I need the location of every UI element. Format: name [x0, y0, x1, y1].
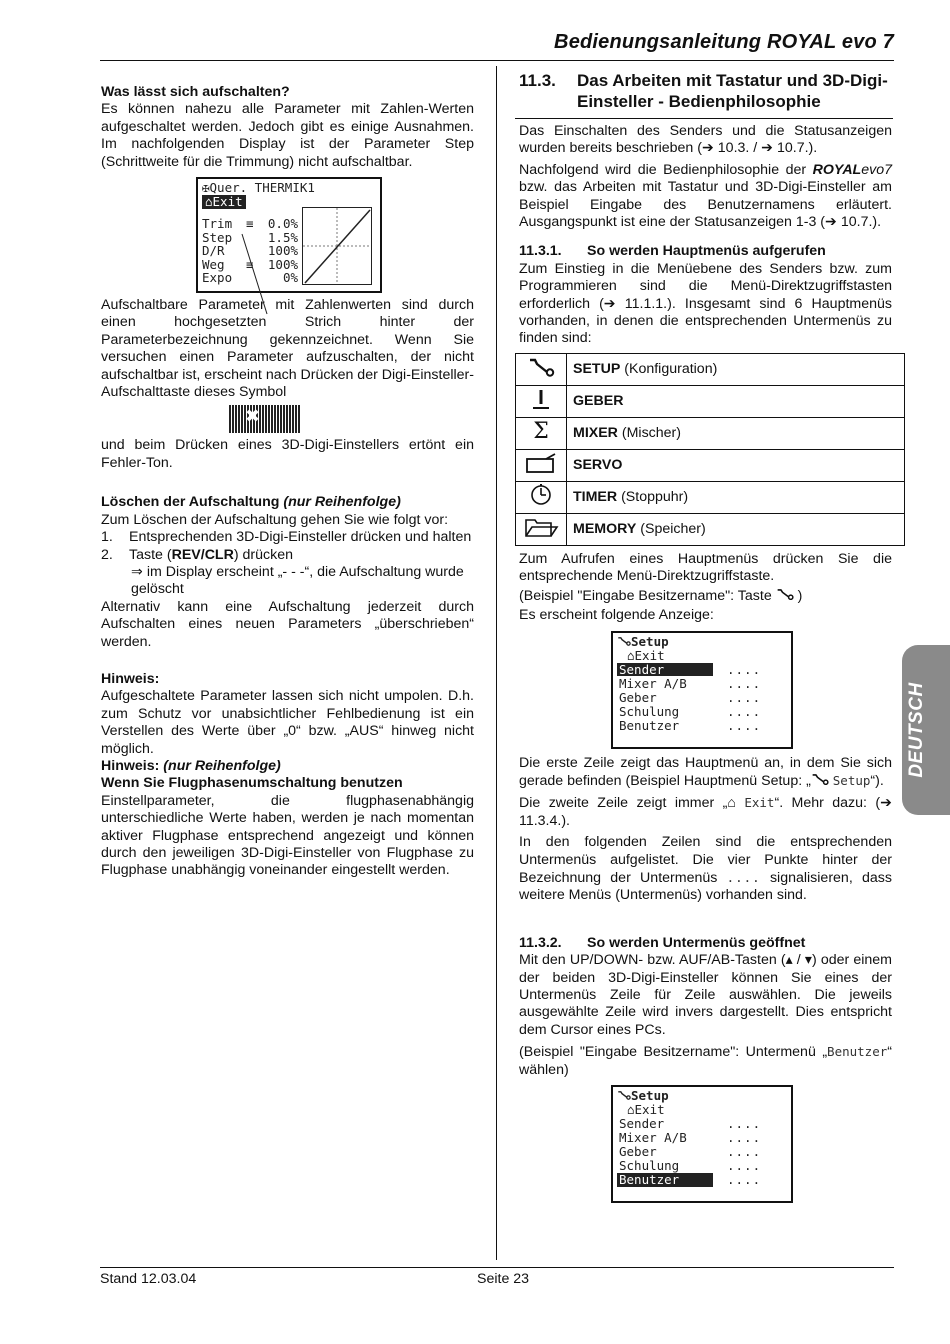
section-heading: Löschen der Aufschaltung: [101, 494, 280, 511]
cross-icon: ✖: [245, 406, 261, 428]
lcd-dots: ....: [727, 1158, 762, 1173]
sigma-icon: Σ: [516, 417, 567, 449]
paragraph: Zum Einstieg in die Menüebene des Senders bzw. zum Programmieren sind die Menü-Direktzugriffstasten erforderlich (➔ 11.1.1.). Insgesamt sind 6 Hauptmenüs vorhanden, in denen die entsprechenden Untermenüs zu finden sind:: [519, 260, 892, 347]
servo-icon: [516, 449, 567, 481]
lcd-menu-item: Schulung ....: [619, 1158, 762, 1173]
menu-row: [516, 449, 905, 481]
lcd-param-value: 1.5%: [267, 229, 298, 245]
paragraph: (Beispiel "Eingabe Besitzername": Untermenü „Benutzer“ wählen): [519, 1044, 892, 1078]
section-heading-note: (nur Reihenfolge): [163, 757, 281, 774]
menu-label: MEMORY (Speicher): [567, 513, 905, 545]
lcd-exit-label: Exit: [212, 194, 243, 210]
lcd-title: Quer. THERMIK1: [209, 180, 315, 196]
paragraph: Einstellparameter, die flugphasenabhängig unterschiedliche Werte haben, werden je nach momentan aktiver Flugphase entsprechend angezeigt und können durch den jeweiligen 3D-Digi-Einsteller von Flugphase zu Flugphase unabhängig voneinander eingestellt werden.: [101, 792, 474, 879]
footer-page-number: Seite 23: [477, 1271, 530, 1287]
lcd-exit-row: ⌂Exit: [627, 1102, 665, 1117]
lcd-dots: ....: [727, 661, 762, 677]
left-column: [101, 84, 474, 880]
exit-icon: ⌂: [627, 1102, 635, 1117]
lcd-param-mark: ≡: [246, 256, 254, 272]
lcd-menu-item: Mixer A/B ....: [619, 675, 762, 691]
paragraph: und beim Drücken eines 3D-Digi-Einstellers ertönt ein Fehler-Ton.: [101, 437, 474, 471]
section-heading-note: (nur Reihenfolge): [283, 494, 401, 511]
lcd-menu-item: Geber ....: [619, 1144, 762, 1159]
menu-label: SETUP (Konfiguration): [567, 353, 905, 385]
footer-rule: [100, 1267, 894, 1268]
paragraph: Zum Löschen der Aufschaltung gehen Sie wie folgt vor:: [101, 511, 449, 528]
main-menu-table: [515, 353, 905, 546]
menu-label: MIXER (Mischer): [567, 417, 905, 449]
lcd-param-mark: ≡: [246, 216, 254, 232]
paragraph: Die erste Zeile zeigt das Hauptmenü an, in dem Sie sich gerade befinden (Beispiel Hauptmenü Setup: „ Setup“).: [519, 754, 892, 789]
page-header-title: Bedienungsanleitung ROYAL evo 7: [554, 31, 894, 53]
paragraph: Aufgeschaltete Parameter lassen sich nicht umpolen. D.h. zum Schutz vor unabsichtlicher Fehlbedienung ist ein Verstellen des Werte über „0“ bzw. „AUS“ hinweg nicht möglich.: [101, 688, 474, 757]
lcd-param-label: Trim: [202, 216, 233, 232]
lcd-dots: ....: [727, 1116, 762, 1131]
menu-row: [516, 513, 905, 545]
lcd-dots: ....: [727, 703, 762, 719]
lcd-line-1: [202, 181, 315, 195]
paragraph: Nachfolgend wird die Bedienphilosophie der ROYALevo7 bzw. das Arbeiten mit Tastatur und 3D-Digi-Einsteller am Beispiel Eingabe des Benutzernamens erläutert. Ausgangspunkt ist eine der Statusanzeigen 1-3 (➔ 10.7.).: [519, 161, 892, 231]
lcd-title-row: Setup: [617, 635, 669, 649]
chapter-heading: 11.3. Das Arbeiten mit Tastatur und 3D-Digi-Einsteller - Bedienphilosophie: [519, 71, 888, 111]
paragraph: In den folgenden Zeilen sind die entsprechenden Untermenüs aufgelistet. Die vier Punkte hinter der Bezeichnung der Untermenüs .... signalisieren, dass weitere Menüs (Untermenüs) vorhanden sind.: [519, 834, 892, 904]
menu-row: [516, 417, 905, 449]
lcd-menu-item: Benutzer ....: [619, 717, 762, 733]
lcd-dots: ....: [727, 1172, 762, 1187]
error-symbol: [229, 405, 301, 433]
lcd-title-row: Setup: [617, 1089, 669, 1103]
wrench-icon: [811, 773, 829, 789]
exit-icon: ⌂: [727, 795, 736, 812]
lcd-curve-graph: [302, 207, 372, 285]
paragraph: Zum Aufrufen eines Hauptmenüs drücken Sie die entsprechende Menü-Direktzugriffstaste.: [519, 550, 892, 585]
clock-icon: [516, 481, 567, 513]
lcd-menu-item: Sender ....: [619, 1116, 762, 1131]
right-column: [519, 70, 892, 1203]
lcd-menu-item: Sender ....: [619, 661, 762, 677]
lcd-param-value: 0%: [282, 270, 298, 286]
paragraph: Es erscheint folgende Anzeige:: [519, 607, 714, 624]
stick-icon: [516, 385, 567, 417]
lcd-menu-item: Geber ....: [619, 689, 762, 705]
lcd-exit-row: ⌂Exit: [627, 647, 665, 663]
lcd-display-quer: [196, 177, 382, 293]
lcd-param-value: 100%: [267, 256, 298, 272]
column-divider: [496, 66, 497, 1260]
lcd-exit-row: [202, 195, 246, 209]
paragraph: Die zweite Zeile zeigt immer „⌂ Exit“. Mehr dazu: (➔ 11.3.4.).: [519, 795, 892, 829]
paragraph: Es können nahezu alle Parameter mit Zahlen-Werten aufgeschaltet werden. Jedoch gibt es einige Ausnahmen. Im nachfolgenden Display ist der Parameter Step (Schrittweite für die Trimmung) nicht aufschaltbar.: [101, 101, 474, 170]
sub-heading: Wenn Sie Flugphasenumschaltung benutzen: [101, 775, 403, 792]
folder-icon: [516, 513, 567, 545]
language-tab: [902, 645, 950, 815]
paragraph: Mit den UP/DOWN- bzw. AUF/AB-Tasten (▴ / ▾) oder einem der beiden 3D-Digi-Einsteller können Sie eines der Untermenüs Zeile für Zeile auswählen. Die jeweils ausgewählte Zeile wird invers dargestellt. Dies entspricht dem Cursor eines PCs.: [519, 952, 892, 1038]
list-item: 2. Taste (REV/CLR) drücken: [101, 546, 293, 563]
menu-label: TIMER (Stoppuhr): [567, 481, 905, 513]
paragraph: Aufschaltbare Parameter mit Zahlenwerten sind durch einen hochgesetzten Strich hinter der Parameterbezeichnung gekennzeichnet. Wenn Sie versuchen einen Parameter aufzuschalten, der nicht aufschaltbar ist, erscheint nach Drücken der Digi-Einsteller-Aufschalttaste dieses Symbol: [101, 297, 474, 401]
paragraph: Das Einschalten des Senders und die Statusanzeigen wurden bereits beschrieben (➔ 10.3. / ➔ 10.7.).: [519, 123, 892, 157]
exit-icon: ⌂: [205, 194, 213, 210]
paragraph: (Beispiel "Eingabe Besitzername": Taste ): [519, 587, 803, 604]
language-tab-label: DEUTSCH: [906, 682, 928, 778]
lcd-dots: ....: [727, 1130, 762, 1145]
lcd-menu-item: Schulung ....: [619, 703, 762, 719]
paragraph: Alternativ kann eine Aufschaltung jederzeit durch Aufschalten eines neuen Parameters „überschrieben“ werden.: [101, 598, 474, 650]
section-heading: 11.3.1. So werden Hauptmenüs aufgerufen: [519, 243, 826, 260]
lcd-display-setup-benutzer: [611, 1085, 793, 1203]
lcd-param-row: [202, 217, 298, 231]
list-item: 1. Entsprechenden 3D-Digi-Einsteller drücken und halten: [101, 529, 472, 546]
lcd-dots: ....: [727, 689, 762, 705]
lcd-dots: ....: [727, 717, 762, 733]
lcd-param-label: Step: [202, 229, 233, 245]
stick-icon: ✠: [202, 180, 210, 196]
lcd-param-value: 100%: [267, 243, 298, 259]
exit-icon: ⌂: [627, 647, 635, 663]
lcd-menu-item: Mixer A/B ....: [619, 1130, 762, 1145]
lcd-dots: ....: [727, 1144, 762, 1159]
menu-row: [516, 481, 905, 513]
steps-list: [101, 529, 474, 564]
menu-row: [516, 385, 905, 417]
wrench-icon: [776, 588, 794, 604]
section-heading: Was lässt sich aufschalten?: [101, 84, 290, 100]
menu-label: SERVO: [567, 449, 905, 481]
menu-row: [516, 353, 905, 385]
pointer-line: [241, 232, 271, 316]
lcd-param-label: D/R: [202, 243, 225, 259]
heading-rule: [515, 118, 893, 119]
section-heading: 11.3.2. So werden Untermenüs geöffnet: [519, 934, 806, 951]
wrench-icon: [516, 353, 567, 385]
footer-date: Stand 12.03.04: [100, 1271, 197, 1287]
lcd-param-value: 0.0%: [267, 216, 298, 232]
section-heading: Hinweis:: [101, 757, 160, 774]
lcd-param-label: Weg: [202, 256, 225, 272]
section-heading: Hinweis:: [101, 670, 160, 687]
lcd-param-label: Expo: [202, 270, 233, 286]
lcd-menu-item: Benutzer ....: [619, 1172, 762, 1187]
list-sub-item: ⇒ im Display erscheint „- - -“, die Aufschaltung wurde gelöscht: [131, 563, 464, 598]
header-rule: [100, 60, 894, 61]
lcd-display-setup: [611, 631, 793, 749]
menu-label: GEBER: [567, 385, 905, 417]
wrench-icon: [617, 1088, 631, 1103]
lcd-dots: ....: [727, 675, 762, 691]
wrench-icon: [617, 634, 631, 649]
